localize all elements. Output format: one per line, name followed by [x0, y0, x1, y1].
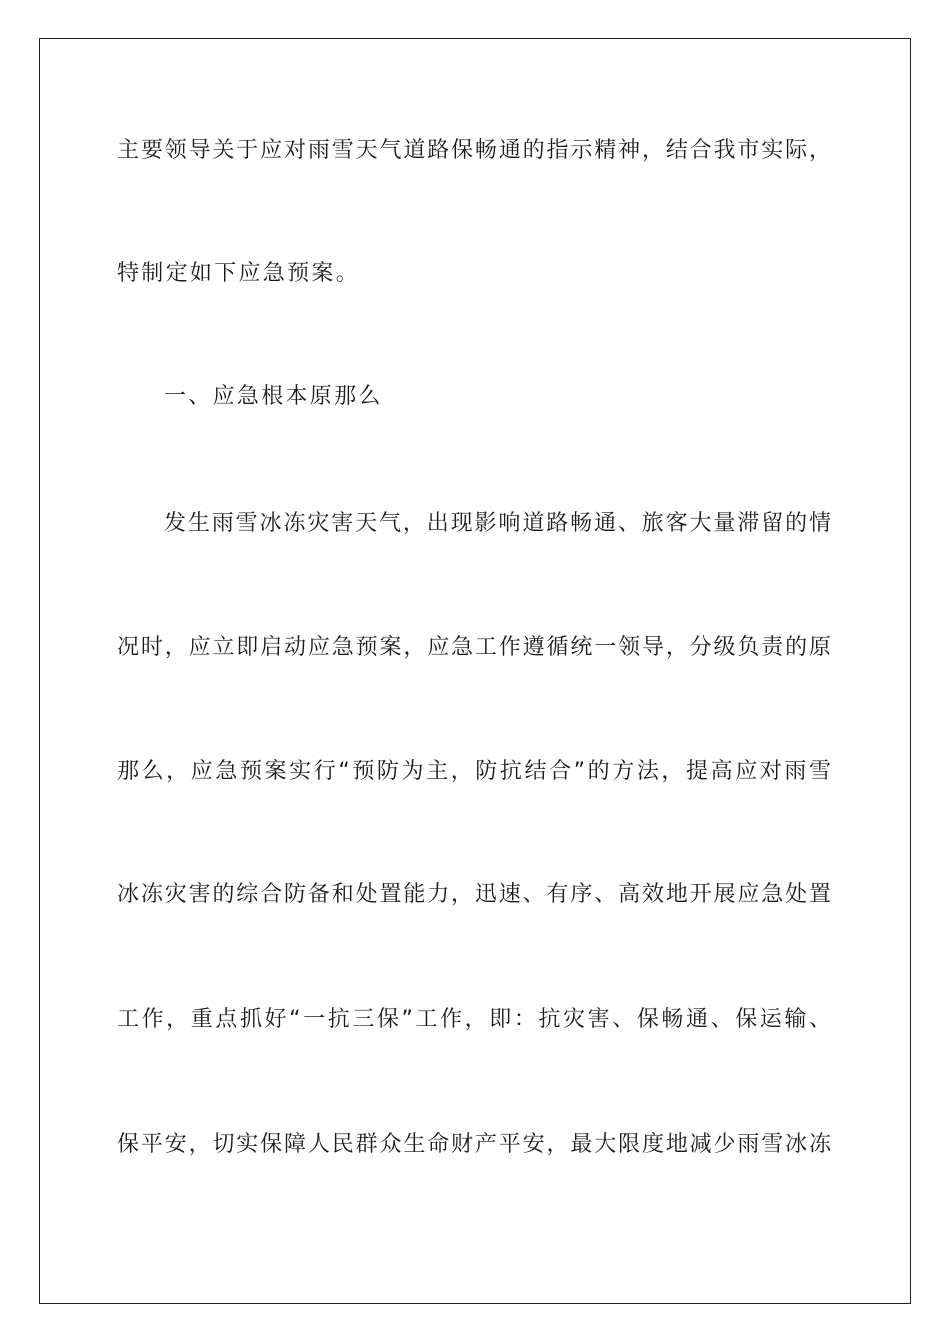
body-text-line-5: 那么，应急预案实行“预防为主，防抗结合”的方法，提高应对雨雪 — [117, 759, 831, 784]
body-text-line-7: 工作，重点抓好“一抗三保”工作，即：抗灾害、保畅通、保运输、 — [117, 1007, 831, 1032]
body-text-line-6: 冰冻灾害的综合防备和处置能力，迅速、有序、高效地开展应急处置 — [117, 882, 831, 907]
body-text-line-3: 发生雨雪冰冻灾害天气，出现影响道路畅通、旅客大量滞留的情 — [164, 511, 831, 536]
page-border — [39, 38, 911, 1304]
section-heading: 一、应急根本原那么 — [164, 384, 383, 409]
body-text-line-4: 况时，应立即启动应急预案，应急工作遵循统一领导，分级负责的原 — [117, 635, 831, 660]
body-text-line-8: 保平安，切实保障人民群众生命财产平安，最大限度地减少雨雪冰冻 — [117, 1132, 831, 1157]
body-text-line-2: 特制定如下应急预案。 — [117, 261, 361, 286]
body-text-line-1: 主要领导关于应对雨雪天气道路保畅通的指示精神，结合我市实际， — [117, 138, 831, 163]
